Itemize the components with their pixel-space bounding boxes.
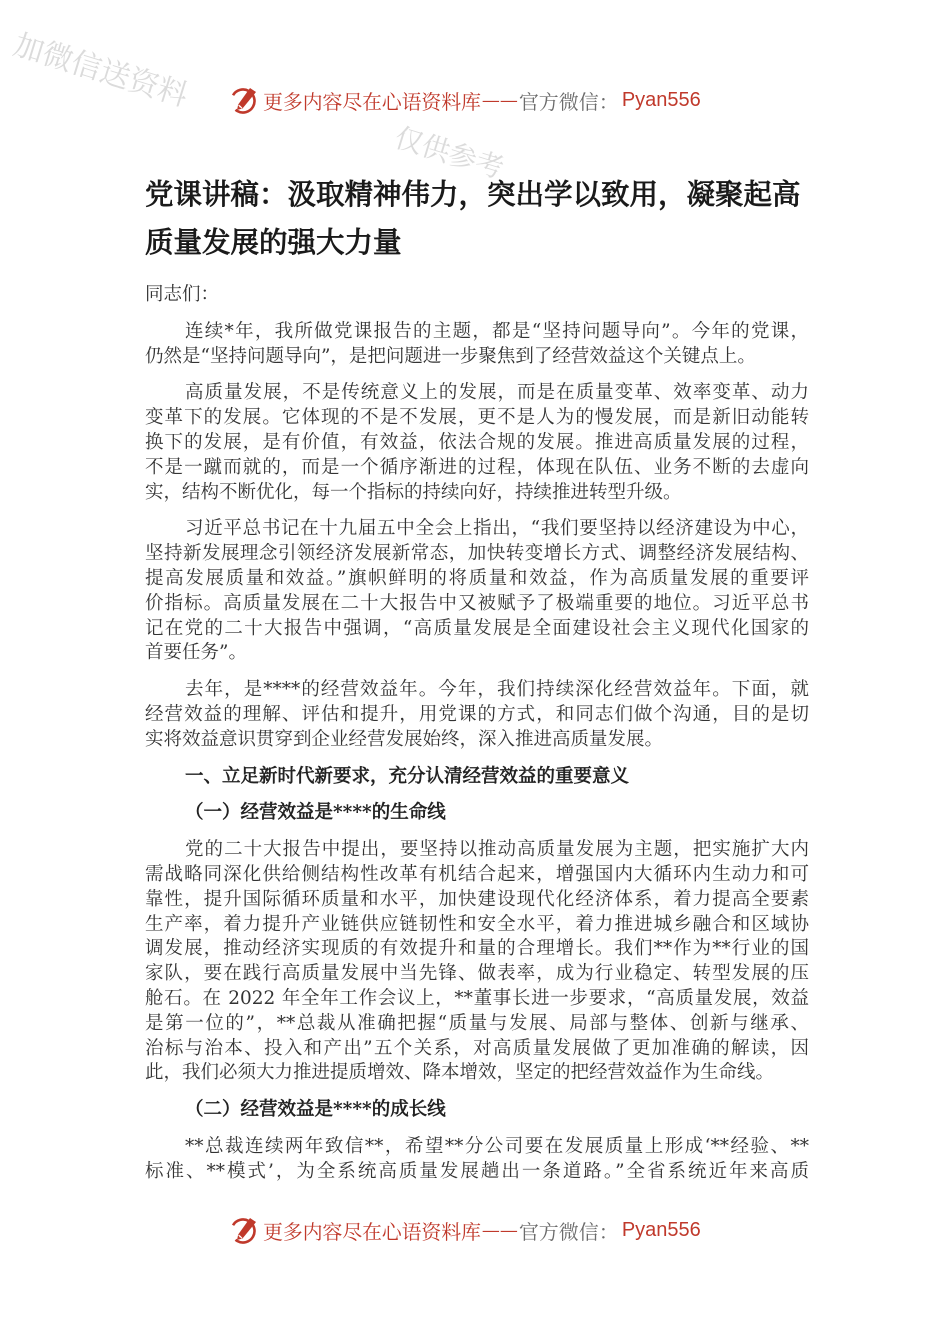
- text-line: 标准、**模式’，为全系统高质量发展趟出一条道路。”全省系统近年来高质: [145, 1160, 809, 1182]
- text-line: 变革下的发展。它体现的不是不发展，更不是人为的慢发展，而是新旧动能转: [145, 407, 809, 429]
- text-line: 首要任务”。: [145, 642, 247, 664]
- text-line: （一）经营效益是****的生命线: [185, 802, 446, 824]
- paragraph: [145, 320, 809, 370]
- watermark-text: 加微信送资料: [9, 27, 192, 114]
- banner-brand-text: 更多内容尽在心语资料库: [263, 89, 481, 114]
- salutation: [145, 283, 809, 308]
- banner-dash: ——: [481, 89, 518, 111]
- text-line: 实将效益意识贯穿到企业经营发展始终，深入推进高质量发展。: [145, 728, 664, 750]
- document-title: [145, 171, 809, 267]
- paragraph: [145, 838, 809, 1086]
- text-line: 高质量发展，不是传统意义上的发展，而是在质量变革、效率变革、动力: [185, 382, 809, 404]
- banner-wechat-label: 官方微信：: [518, 89, 619, 114]
- text-line: 提高发展质量和效益。”旗帜鲜明的将质量和效益，作为高质量发展的重要评: [145, 567, 809, 589]
- subsection-heading: [145, 801, 809, 826]
- text-line: 需战略同深化供给侧结构性改革有机结合起来，增强国内大循环内生动力和可: [145, 863, 809, 885]
- text-line: 党的二十大报告中提出，要坚持以推动高质量发展为主题，把实施扩大内: [185, 839, 809, 861]
- text-line: 连续*年，我所做党课报告的主题，都是“坚持问题导向”。今年的党课，: [185, 320, 809, 342]
- text-line: 经营效益的理解、评估和提升，用党课的方式，和同志们做个沟通，目的是切: [145, 703, 809, 725]
- text-line: 靠性，提升国际循环质量和水平，加快建设现代化经济体系，着力提高全要素: [145, 888, 809, 910]
- text-line: 此，我们必须大力推进提质增效、降本增效，坚定的把经营效益作为生命线。: [145, 1062, 775, 1084]
- footer-banner: [228, 1213, 701, 1247]
- text-line: （二）经营效益是****的成长线: [185, 1099, 446, 1121]
- text-line: 记在党的二十大报告中强调，“高质量发展是全面建设社会主义现代化国家的: [145, 617, 809, 639]
- text-line: 习近平总书记在十九届五中全会上指出，“我们要坚持以经济建设为中心，: [185, 518, 809, 540]
- paragraph: [145, 381, 809, 505]
- section-heading: [145, 765, 809, 790]
- text-line: 换下的发展，是有价值，有效益，依法合规的发展。推进高质量发展的过程，: [145, 431, 809, 453]
- title-line: 质量发展的强大力量: [145, 226, 402, 259]
- banner-dash: ——: [481, 1219, 518, 1241]
- text-line: 生产率，着力提升产业链供应链韧性和安全水平，着力推进城乡融合和区域协: [145, 913, 809, 935]
- pen-logo-icon: [228, 1214, 260, 1246]
- banner-brand-text: 更多内容尽在心语资料库: [263, 1219, 481, 1244]
- watermark-text: 仅供参考: [390, 120, 508, 186]
- pen-logo-icon: [228, 84, 260, 116]
- title-line: 党课讲稿：汲取精神伟力，突出学以致用，凝聚起高: [145, 178, 801, 211]
- subsection-heading: [145, 1098, 809, 1123]
- banner-wechat-id: Pyan556: [621, 88, 701, 111]
- text-line: 家队，要在践行高质量发展中当先锋、做表率，成为行业稳定、转型发展的压: [145, 963, 809, 985]
- text-line: 调发展，推动经济实现质的有效提升和量的合理增长。我们**作为**行业的国: [145, 938, 809, 960]
- text-line: 不是一蹴而就的，而是一个循序渐进的过程，体现在队伍、业务不断的去虚向: [145, 456, 809, 478]
- text-line: 是第一位的”，**总裁从准确把握“质量与发展、局部与整体、创新与继承、: [145, 1012, 809, 1034]
- header-banner: [228, 83, 701, 117]
- banner-wechat-id: Pyan556: [621, 1218, 701, 1241]
- text-line: **总裁连续两年致信**，希望**分公司要在发展质量上形成‘**经验、**: [185, 1135, 809, 1157]
- paragraph: [145, 517, 809, 666]
- paragraph: [145, 1135, 809, 1185]
- document-body: [145, 283, 809, 1185]
- banner-wechat-label: 官方微信：: [518, 1219, 619, 1244]
- text-line: 价指标。高质量发展在二十大报告中又被赋予了极端重要的地位。习近平总书: [145, 592, 809, 614]
- paragraph: [145, 678, 809, 752]
- text-line: 实，结构不断优化，每一个指标的持续向好，持续推进转型升级。: [145, 481, 682, 503]
- text-line: 仍然是“坚持问题导向”，是把问题进一步聚焦到了经营效益这个关键点上。: [145, 345, 756, 367]
- text-line: 同志们：: [145, 284, 220, 305]
- text-line: 一、立足新时代新要求，充分认清经营效益的重要意义: [185, 765, 630, 787]
- text-line: 治标与治本、投入和产出”五个关系，对高质量发展做了更加准确的解读，因: [145, 1037, 809, 1059]
- text-line: 舱石。在 2022 年全年工作会议上，**董事长进一步要求，“高质量发展，效益: [145, 987, 809, 1009]
- text-line: 坚持新发展理念引领经济发展新常态，加快转变增长方式、调整经济发展结构、: [145, 543, 809, 565]
- text-line: 去年，是****的经营效益年。今年，我们持续深化经营效益年。下面，就: [185, 679, 809, 701]
